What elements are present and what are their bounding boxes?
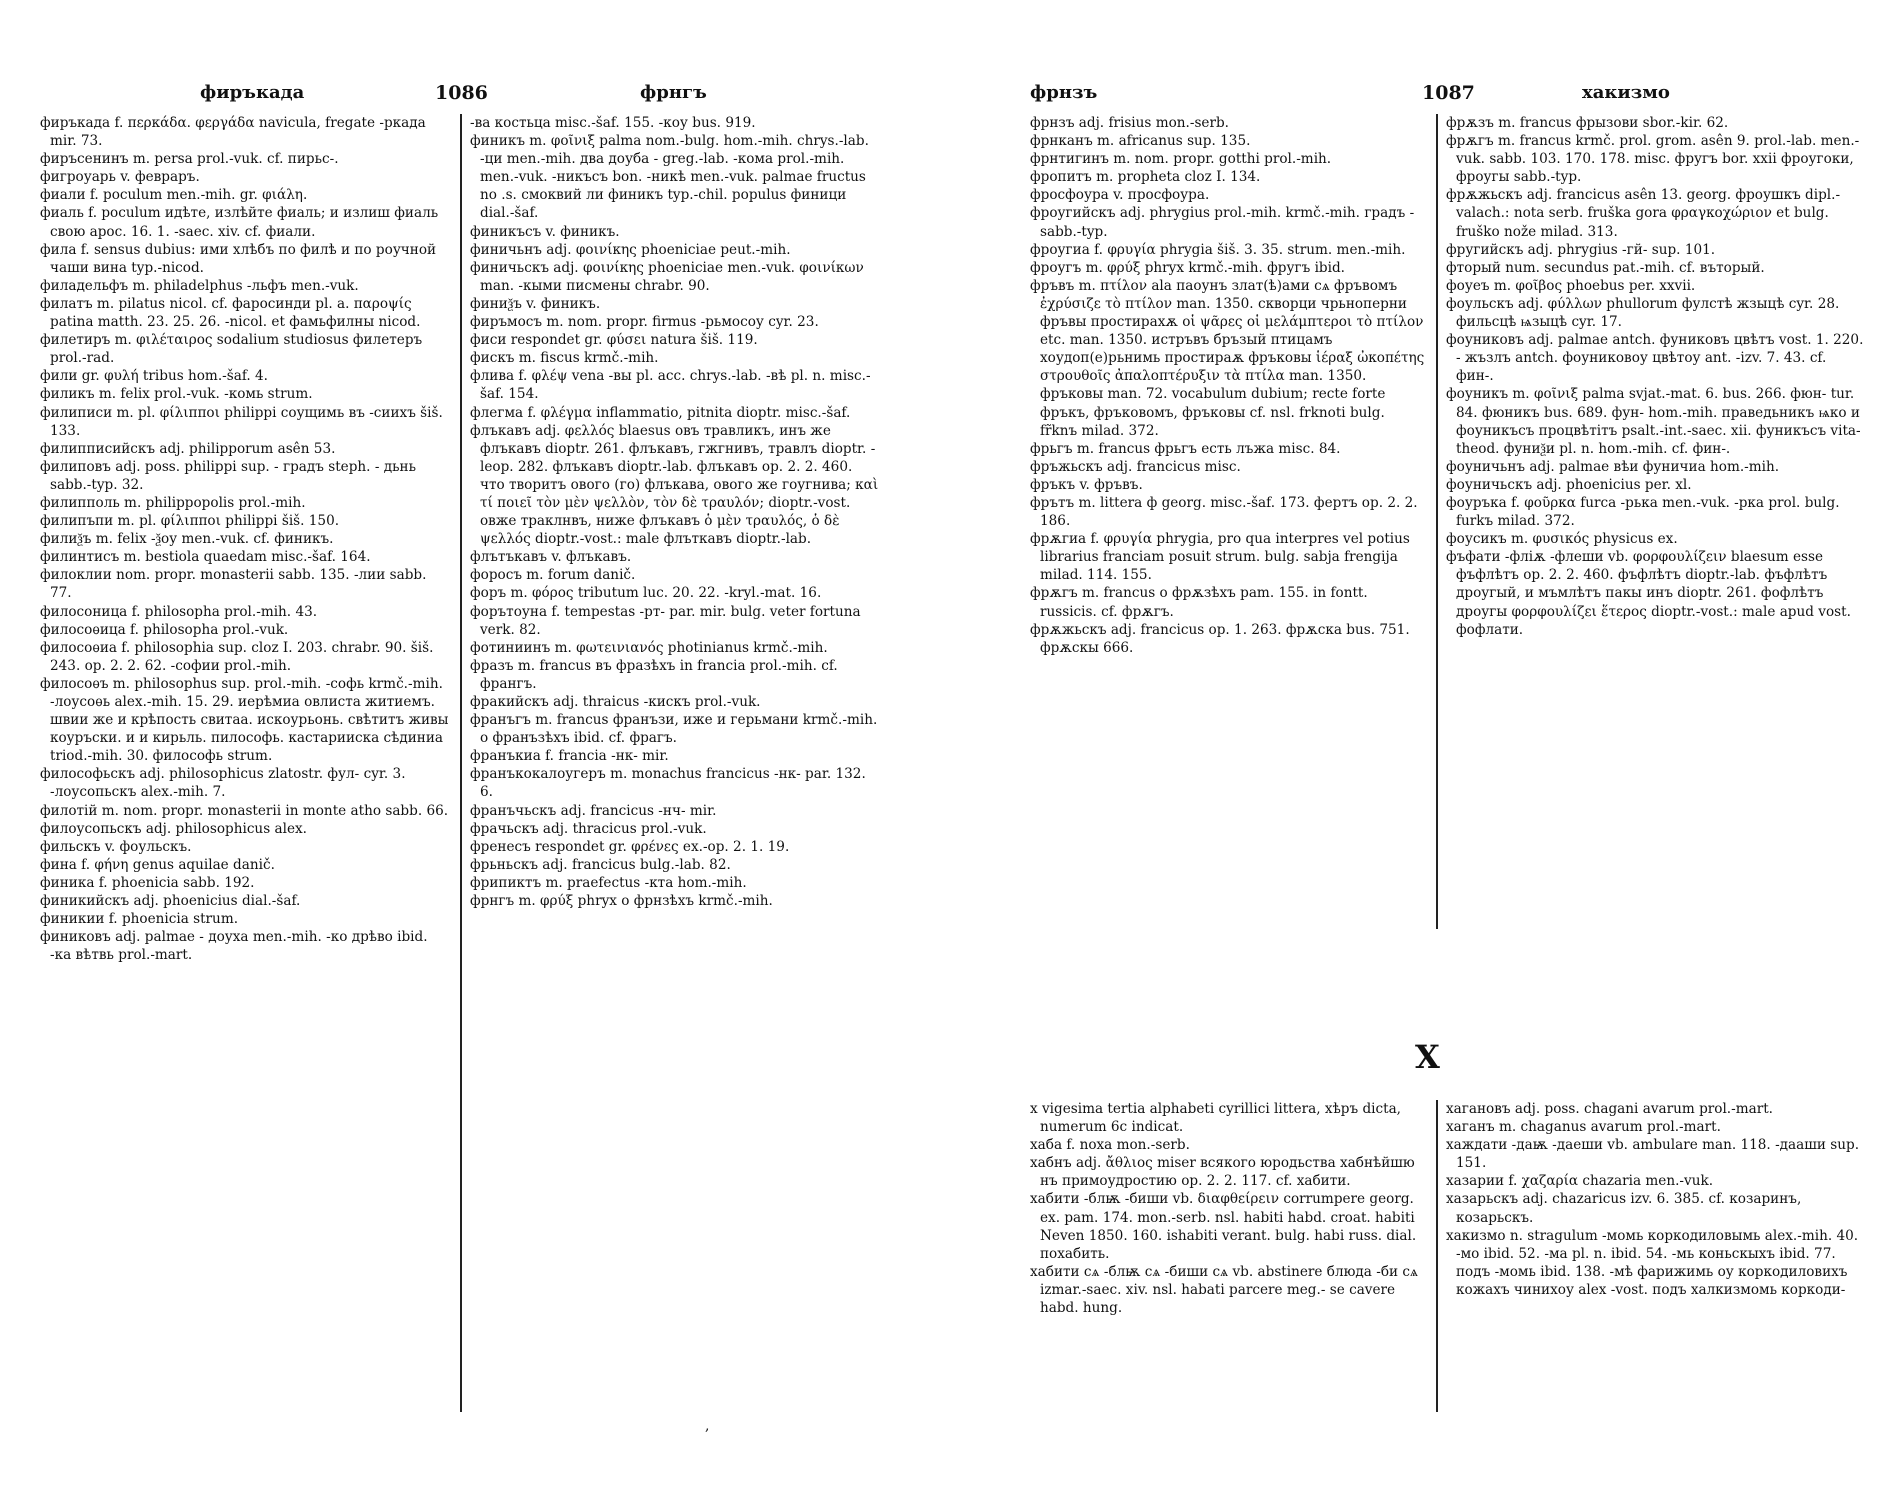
dictionary-entry: фильскъ v. фоульскъ. <box>40 838 192 855</box>
dictionary-entry: фила f. sensus dubius: ими хлѣбъ по филѣ и по роучной чаши вина typ.-nicod. <box>40 241 437 276</box>
dictionary-entry: френесъ respondet gr. φρένες ex.-op. 2. 1. 19. <box>470 838 790 855</box>
dictionary-entry: франъкокалоугеръ m. monachus francicus -нк- par. 132. 6. <box>470 766 866 801</box>
left-page-column-2 <box>470 114 880 910</box>
dictionary-entry: франъчьскъ adj. francicus -нч- mir. <box>470 802 717 819</box>
dictionary-entry: финичьнъ adj. φοινίκης phoeniciae peut.-mih. <box>470 241 791 258</box>
right-page-column-3 <box>1030 1100 1426 1317</box>
left-page <box>0 0 950 1500</box>
column-rule <box>1436 114 1438 929</box>
dictionary-entry: фроугъ m. φρύξ phryx krmč.-mih. фругъ ibid. <box>1030 259 1345 276</box>
dictionary-entry: фоульскъ adj. φύλλων phullorum фулстѣ жзыцѣ cyr. 28. фильсцѣ ѩзыцѣ cyr. 17. <box>1446 295 1840 331</box>
dictionary-entry: филадельфъ m. philadelphus -льфъ men.-vuk. <box>40 277 359 294</box>
dictionary-entry: финикъсъ v. финикъ. <box>470 223 620 240</box>
right-page <box>990 0 1902 1500</box>
dictionary-entry: хаганъ m. chaganus avarum prol.-mart. <box>1446 1119 1721 1136</box>
dictionary-entry: флегма f. φλέγμα inflammatio, pitnita dioptr. misc.-šaf. <box>470 404 851 421</box>
dictionary-entry: франъгъ m. francus франъзи, иже и герьмани krmč.-mih. о франъзѣхъ ibid. cf. фрагъ. <box>470 712 878 747</box>
dictionary-entry: филетиръ m. φιλέταιρος sodalium studiosus филетеръ prol.-rad. <box>40 332 423 367</box>
dictionary-entry: фрѫжьскъ adj. francicus op. 1. 263. фрѫска bus. 751. фрѫскы 666. <box>1030 621 1410 656</box>
dictionary-entry: фрнзъ adj. frisius mon.-serb. <box>1030 115 1229 131</box>
dictionary-entry: фрѫгъ m. francus о фрѫзѣхъ pam. 155. in fontt. russicis. cf. фрѫгъ. <box>1030 585 1368 620</box>
dictionary-entry: фрътъ m. littera ф georg. misc.-šaf. 173. фертъ op. 2. 2. 186. <box>1030 494 1418 530</box>
dictionary-entry: фрѫжьскъ adj. francicus asên 13. georg. фроушкъ dipl.-valach.: nota serb. fruška gora φραγκοχώριον et bulg. fruško nože milad. 313. <box>1446 187 1841 240</box>
dictionary-entry: форъ m. φόρος tributum luc. 20. 22. -kryl.-mat. 16. <box>470 585 822 602</box>
dictionary-entry: фиаль f. poculum идѣте, излѣйте фиаль; и излиш фиаль свою apoc. 16. 1. -saec. xiv. cf. фиали. <box>40 205 439 240</box>
dictionary-entry: филосоѳица f. philosopha prol.-vuk. <box>40 621 289 638</box>
right-page-column-4 <box>1446 1100 1866 1299</box>
dictionary-entry: фоуеъ m. φοῖβος phoebus per. xxvii. <box>1446 277 1696 294</box>
dictionary-entry: хабнъ adj. ἄθλιος miser всякого юродьства хабнѣйшю нъ примоудростию op. 2. 2. 117. cf. хабити. <box>1030 1155 1415 1190</box>
dictionary-entry: хаждати -даѭ -даеши vb. ambulare man. 118. -дааши sup. 151. <box>1446 1137 1860 1172</box>
dictionary-entry: философьскъ adj. philosophicus zlatostr. фул- cyr. 3. -лоусопьскъ alex.-mih. 7. <box>40 766 406 801</box>
dictionary-entry: фиръсенинъ m. persa prol.-vuk. cf. пирьс-. <box>40 151 339 168</box>
dictionary-entry: фигроуарь v. февраръ. <box>40 169 200 186</box>
dictionary-entry: фиали f. poculum men.-mih. gr. φιάλη. <box>40 187 308 204</box>
dictionary-entry: филосоница f. philosopha prol.-mih. 43. <box>40 603 318 620</box>
dictionary-entry: флива f. φλέψ vena -вы pl. acc. chrys.-lab. -вѣ pl. n. misc.-šaf. 154. <box>470 368 871 403</box>
dictionary-entry: финичьскъ adj. φοινίκης phoeniciae men.-vuk. φοινίκων man. -кыми писмены chrabr. 90. <box>470 259 864 294</box>
dictionary-entry: фроугийскъ adj. phrygius prol.-mih. krmč.-mih. градъ - sabb.-typ. <box>1030 205 1415 240</box>
dictionary-entry: фискъ m. fiscus krmč.-mih. <box>470 350 659 367</box>
column-rule <box>1436 1100 1438 1412</box>
dictionary-entry: филоклии nom. propr. monasterii sabb. 135. -лии sabb. 77. <box>40 567 427 602</box>
dictionary-entry: фотиниинъ m. φωτεινιανός photinianus krmč.-mih. <box>470 639 828 656</box>
dictionary-entry: финиковъ adj. palmae - доуха men.-mih. -ко дрѣво ibid. -ка вѣтвь prol.-mart. <box>40 929 428 964</box>
dictionary-entry: фрнтигинъ m. nom. propr. gotthi prol.-mih. <box>1030 151 1332 168</box>
page-dot: , <box>705 1418 710 1434</box>
dictionary-entry: фиси respondet gr. φύσει natura šiš. 119. <box>470 332 758 349</box>
dictionary-entry: хагановъ adj. poss. chagani avarum prol.-mart. <box>1446 1101 1773 1117</box>
left-page-column-1 <box>40 114 450 964</box>
dictionary-entry: фрѫгъ m. francus krmč. prol. grom. asên 9. prol.-lab. men.-vuk. sabb. 103. 170. 178. misc. фругъ bor. xxii фроугоки, фроугы sabb.-typ. <box>1446 133 1860 186</box>
dictionary-entry: хаба f. noxa mon.-serb. <box>1030 1137 1190 1154</box>
dictionary-entry: фина f. φήνη genus aquilae danič. <box>40 856 275 873</box>
dictionary-entry: фрнгъ m. φρύξ phryx о фрнзѣхъ krmč.-mih. <box>470 893 773 910</box>
dictionary-entry: филиписи m. pl. φίλιπποι philippi соущимь въ -сиихъ šiš. 133. <box>40 404 443 439</box>
dictionary-entry: финика f. phoenicia sabb. 192. <box>40 874 255 891</box>
dictionary-entry: фроугиа f. φρυγία phrygia šiš. 3. 35. strum. men.-mih. <box>1030 241 1406 258</box>
dictionary-entry: финикъ m. φοῖνιξ palma nom.-bulg. hom.-mih. chrys.-lab. -ци men.-mih. два доуба - greg.-lab. -кома prol.-mih. men.-vuk. -никъсъ bon. -никѣ men.-vuk. palmae fructus no .s. смоквий ли финикъ typ.-chil. populus финици dial.-šaf. <box>470 133 869 222</box>
dictionary-entry: филипъпи m. pl. φίλιπποι philippi šiš. 150. <box>40 513 340 530</box>
dictionary-entry: хазарьскъ adj. chazaricus izv. 6. 385. cf. козаринъ, козарьскъ. <box>1446 1191 1802 1226</box>
dictionary-entry: фръжьскъ adj. francicus misc. <box>1030 458 1241 475</box>
dictionary-entry: фторый num. secundus pat.-mih. cf. въторый. <box>1446 259 1765 276</box>
dictionary-entry: фоусикъ m. φυσικός physicus ex. <box>1446 531 1678 548</box>
right-page-headword-left: фрнзъ <box>1030 82 1098 103</box>
dictionary-entry: фрьньскъ adj. francicus bulg.-lab. 82. <box>470 856 731 873</box>
left-page-headword-left: фиръкада <box>200 82 305 103</box>
dictionary-entry: филоусопьскъ adj. philosophicus alex. <box>40 820 307 837</box>
dictionary-entry: филиѯъ m. felix -ѯоу men.-vuk. cf. финикъ. <box>40 531 334 548</box>
dictionary-entry: филиповъ adj. poss. philippi sup. - градъ steph. - дьнь sabb.-typ. 32. <box>40 458 416 493</box>
dictionary-entry: форътоуна f. tempestas -рт- par. mir. bulg. veter fortuna verk. 82. <box>470 603 861 638</box>
dictionary-entry: филинтисъ m. bestiola quaedam misc.-šaf. 164. <box>40 549 371 566</box>
dictionary-entry: фракийскъ adj. thraicus -кискъ prol.-vuk. <box>470 694 761 710</box>
dictionary-entry: фоуръка f. φοῦρκα furca -рька men.-vuk. -рка prol. bulg. furkъ milad. 372. <box>1446 494 1840 530</box>
dictionary-entry: фъфати -фліѫ -флеши vb. φορφουλίζειν blaesum esse фъфлѣтъ op. 2. 2. 460. фъфлѣтъ dioptr.-lab. фъфлѣтъ дроугый, и мъмлѣтъ пакы инъ dioptr. 261. фофлѣтъ дроугы φορφουλίζει ἕτερος dioptr.-vost.: male apud vost. фофлати. <box>1446 549 1851 638</box>
dictionary-entry: фръкъ v. фръвъ. <box>1030 476 1143 493</box>
dictionary-entry: филипполь m. philippopolis prol.-mih. <box>40 494 306 511</box>
dictionary-entry: х vigesima tertia alphabeti cyrillici littera, хѣръ dicta, numerum 6c indicat. <box>1030 1101 1401 1136</box>
dictionary-entry: фръвъ m. πτίλον ala паоунъ злат(ѣ)ами сѧ фръвомъ ἐχρύσιζε τὸ πτίλον man. 1350. скворци чрьноперни фръвы простирахѫ οἱ ψᾶρες οἱ μελάμπτεροι τὸ πτίλον etc. man. 1350. истръвъ бръзый птицамъ хоудоп(е)рьнимь простираѫ фръковы ἱέραξ ὠκοπέτης στρουθοῖς ἀπαλοπτέρυξιν τὰ πτίλα man. 1350. фръковы man. 72. vocabulum dubium; recte forte фръкъ, фръковомъ, фръковы cf. nsl. frknoti bulg. fr̃knъ milad. 372. <box>1030 277 1425 439</box>
dictionary-entry: фили gr. φυλή tribus hom.-šaf. 4. <box>40 368 268 385</box>
left-page-number: 1086 <box>435 82 488 104</box>
dictionary-entry: хазарии f. χαζαρία chazaria men.-vuk. <box>1446 1173 1714 1190</box>
dictionary-entry: филатъ m. pilatus nicol. cf. фаросинди pl. a. παροψίς patina matth. 23. 25. 26. -nicol. et фамьфилны nicod. <box>40 295 421 331</box>
right-page-column-2 <box>1446 114 1866 639</box>
section-letter: Х <box>1415 1038 1440 1076</box>
dictionary-entry: фрѫгиа f. φρυγία phrygia, pro qua interpres vel potius librarius franciam posuit strum. bulg. sabja frengija milad. 114. 155. <box>1030 531 1410 584</box>
dictionary-entry: фрѫзъ m. francus фрызови sbor.-kir. 62. <box>1446 115 1729 131</box>
dictionary-entry: -ва костьца misc.-šaf. 155. -коу bus. 919. <box>470 115 756 131</box>
dictionary-entry: форосъ m. forum danič. <box>470 567 636 584</box>
dictionary-entry: фропитъ m. propheta cloz I. 134. <box>1030 169 1261 186</box>
dictionary-entry: филикъ m. felix prol.-vuk. -комь strum. <box>40 386 313 403</box>
column-rule <box>460 114 462 1412</box>
dictionary-entry: фоуникъ m. φοῖνιξ palma svjat.-mat. 6. bus. 266. фюн- tur. 84. фюникъ bus. 689. фун- hom.-mih. праведьникъ ѩко и фоуникъсъ процвѣтітъ psalt.-int.-saec. xii. фуникъсъ vita-theod. фуниѯи pl. n. hom.-mih. cf. фин-. <box>1446 386 1861 457</box>
dictionary-entry: фрачьскъ adj. thracicus prol.-vuk. <box>470 820 707 837</box>
dictionary-entry: фоуничьнъ adj. palmae вѣи фуничиа hom.-mih. <box>1446 458 1780 475</box>
dictionary-entry: финикии f. phoenicia strum. <box>40 911 239 928</box>
dictionary-entry: флъкавъ adj. φελλός blaesus овъ травликъ, инъ же флъкавъ dioptr. 261. флъкавъ, гжгнивъ, травлъ dioptr. -leop. 282. флъкавъ dioptr.-lab. флъкавъ op. 2. 2. 460. что творитъ овогo (го) флъкава, ового же гоугнива; καὶ τί ποιεῖ τὸν μὲν ψελλὸν, τὸν δὲ τραυλόν; dioptr.-vost. овже траклнвъ, ниже флъкавъ ὁ μὲν τραυλός, ὁ δὲ ψελλός dioptr.-vost.: male флъткавъ dioptr.-lab. <box>470 422 879 548</box>
right-page-headword-right: хакизмо <box>1582 82 1670 103</box>
dictionary-entry: фругийскъ adj. phrygius -гй- sup. 101. <box>1446 241 1716 258</box>
dictionary-entry: фиръкада f. περκάδα. φεργάδα navicula, fregate -ркада mir. 73. <box>40 115 426 150</box>
right-page-number: 1087 <box>1422 82 1475 104</box>
dictionary-entry: фрипиктъ m. praefectus -кта hom.-mih. <box>470 874 747 891</box>
dictionary-entry: финикийскъ adj. phoenicius dial.-šaf. <box>40 893 301 910</box>
dictionary-entry: хабити -блѭ -биши vb. διαφθείρειν corrumpere georg. ex. pam. 174. mon.-serb. nsl. habiti habd. croat. habiti Neven 1850. 160. ishabiti verant. bulg. habi russ. dial. похабить. <box>1030 1191 1417 1262</box>
dictionary-entry: фросфоура v. просфоура. <box>1030 187 1210 204</box>
dictionary-entry: фрьгъ m. francus фрьгъ есть лъжа misc. 84. <box>1030 440 1341 457</box>
dictionary-entry: финиѯъ v. финикъ. <box>470 295 601 312</box>
right-page-column-1 <box>1030 114 1426 657</box>
dictionary-entry: флътъкавъ v. флъкавъ. <box>470 549 632 566</box>
dictionary-entry: филотій m. nom. propr. monasterii in monte atho sabb. 66. <box>40 802 449 819</box>
dictionary-entry: фразъ m. francus въ фразѣхъ in francia prol.-mih. cf. франгъ. <box>470 657 838 692</box>
dictionary-entry: франъкиа f. francia -нк- mir. <box>470 748 669 765</box>
dictionary-entry: филосоѳиа f. philosophia sup. cloz I. 203. chrabr. 90. šiš. 243. op. 2. 2. 62. -софии prol.-mih. <box>40 639 434 674</box>
dictionary-entry: фиръмосъ m. nom. propr. firmus -рьмосоу cyr. 23. <box>470 314 819 331</box>
dictionary-entry: фоуниковъ adj. palmae antch. фуниковъ цвѣтъ vost. 1. 220. - жъзлъ antch. фоуниковоу цвѣтоу ant. -izv. 7. 43. cf. фин-. <box>1446 332 1864 385</box>
dictionary-entry: хакизмо n. stragulum -момь коркодиловымь alex.-mih. 40. -мо ibid. 52. -ма pl. n. ibid. 54. -мь коньскыхъ ibid. 77. подъ -момь ibid. 138. -мѣ фарижимь оу коркодиловихъ кожахъ чинихоу alex -vost. подъ халкизмомь коркоди- <box>1446 1227 1859 1298</box>
dictionary-entry: филипписийскъ adj. philipporum asên 53. <box>40 440 336 457</box>
dictionary-entry: филосоѳъ m. philosophus sup. prol.-mih. -софь krmč.-mih. -лоусоѳь alex.-mih. 15. 29. иерѣмиа овлиста житиемъ. швии же и крѣпость свитаа. искоурьонь. свѣтитъ живы коуръски. и и кирьль. пилософь. кастарииска сѣдиниа triod.-mih. 30. философь strum. <box>40 675 449 765</box>
dictionary-entry: фрнканъ m. africanus sup. 135. <box>1030 133 1251 150</box>
dictionary-entry: хабити сѧ -блѭ сѧ -биши сѧ vb. abstinere блюда -би сѧ izmar.-saec. xiv. nsl. habati parcere meg.- se cavere habd. hung. <box>1030 1263 1419 1317</box>
dictionary-entry: фоуничьскъ adj. phoenicius per. xl. <box>1446 476 1692 493</box>
left-page-headword-right: фрнгъ <box>640 82 707 103</box>
